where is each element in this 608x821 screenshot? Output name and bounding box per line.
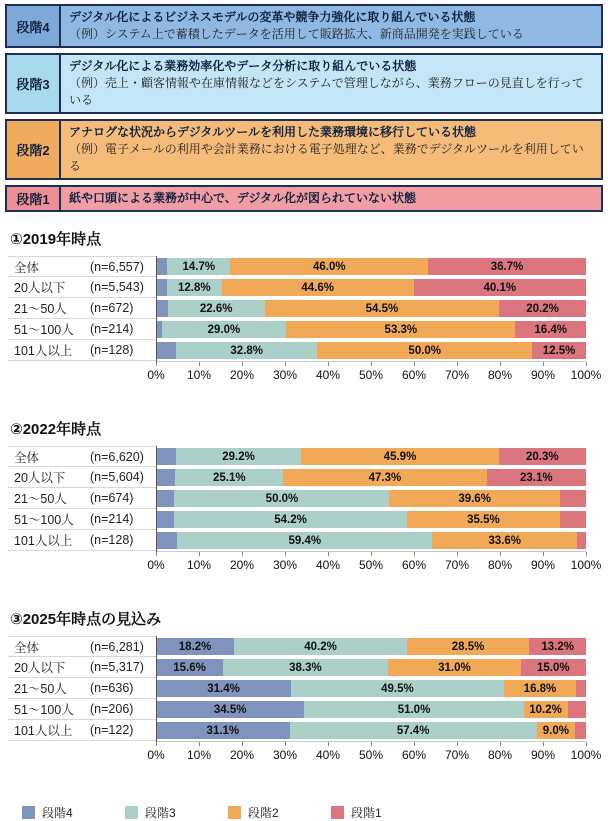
axis-tick-mark: [328, 742, 329, 746]
bar-segment-value: 16.8%: [523, 682, 557, 695]
stacked-bar: [156, 659, 586, 676]
bar-segment-value: 53.3%: [384, 323, 418, 336]
stacked-bar: [156, 300, 586, 317]
bar-segment-stage3: [162, 321, 287, 338]
bar-segment-stage2: [524, 701, 568, 718]
chart-section-2: [8, 418, 608, 578]
bar-segment-value: 28.5%: [451, 640, 485, 653]
chart-section-3: [8, 608, 608, 768]
stage-box-example: （例）電子メールの利用や会計業務における電子処理など、業務でデジタルツールを利用している: [69, 142, 584, 173]
bar-segment-stage4: [156, 659, 223, 676]
legend-label: 段階1: [351, 806, 382, 820]
row-label-cell: [8, 657, 156, 678]
stage-box-title: デジタル化による業務効率化やデータ分析に取り組んでいる状態: [69, 59, 417, 73]
bar-segment-value: 38.3%: [289, 661, 322, 674]
bar-segment-value: 31.1%: [206, 724, 240, 737]
stage-box-label: 段階2: [7, 121, 61, 178]
chart-row: [8, 530, 586, 551]
axis-tick-mark: [242, 552, 243, 556]
legend-item: [22, 804, 125, 821]
legend-swatch: [125, 806, 138, 819]
row-sample-size: (n=636): [90, 681, 134, 695]
stage-box-stage3: [5, 53, 603, 114]
bar-segment-stage3: [290, 722, 537, 739]
bar-segment-value: 45.9%: [383, 450, 417, 463]
axis-tick-mark: [500, 742, 501, 746]
row-label-cell: [8, 509, 156, 530]
bar-segment-stage1: [568, 701, 586, 718]
stacked-bar: [156, 258, 586, 275]
row-category-label: 全体: [14, 260, 40, 275]
bar-segment-value: 9.0%: [542, 724, 569, 737]
y-axis-line: [156, 256, 157, 362]
chart-row: [8, 488, 586, 509]
axis-tick-label: 40%: [315, 748, 341, 762]
bar-segment-value: 49.5%: [381, 682, 414, 695]
chart-row: [8, 678, 586, 699]
bar-segment-stage3: [168, 300, 265, 317]
axis-tick-label: 20%: [229, 368, 255, 382]
axis-tick-label: 70%: [444, 558, 470, 572]
row-category-label: 51～100人: [14, 323, 74, 337]
chart-row: [8, 636, 586, 657]
chart-row: [8, 340, 586, 361]
row-label-cell: [8, 277, 156, 298]
bar-segment-value: 31.4%: [207, 682, 240, 695]
bar-segment-value: 44.6%: [301, 281, 334, 294]
axis-tick-mark: [586, 742, 587, 746]
bar-segment-value: 15.6%: [173, 661, 206, 674]
bar-segment-value: 20.2%: [526, 302, 559, 315]
row-category-label: 21～50人: [14, 302, 67, 316]
bar-segment-stage2: [317, 342, 532, 359]
bar-segment-stage3: [174, 511, 407, 528]
axis-tick-label: 50%: [358, 368, 384, 382]
axis-tick-mark: [156, 552, 157, 556]
bar-segment-value: 54.5%: [365, 302, 399, 315]
stacked-bar: [156, 701, 586, 718]
chart-row: [8, 657, 586, 678]
axis-tick-label: 0%: [147, 368, 165, 382]
axis-tick-mark: [285, 362, 286, 366]
axis-tick-mark: [414, 362, 415, 366]
row-sample-size: (n=206): [90, 702, 134, 716]
row-sample-size: (n=5,543): [90, 280, 144, 294]
axis-tick-mark: [457, 742, 458, 746]
chart-row: [8, 256, 586, 277]
axis-tick-mark: [457, 362, 458, 366]
axis-tick-label: 40%: [315, 368, 341, 382]
x-axis: [147, 361, 602, 388]
row-sample-size: (n=214): [90, 322, 134, 336]
stage-box-stage1: [5, 185, 603, 212]
axis-tick-label: 70%: [444, 748, 470, 762]
bar-segment-stage4: [156, 342, 176, 359]
axis-tick-mark: [543, 742, 544, 746]
axis-tick-label: 0%: [147, 558, 165, 572]
axis-tick-label: 30%: [272, 748, 298, 762]
axis-tick-label: 80%: [487, 558, 513, 572]
legend-item: [228, 804, 331, 821]
chart-plot: [8, 636, 602, 768]
row-sample-size: (n=5,604): [90, 470, 144, 484]
bar-segment-stage2: [301, 448, 498, 465]
bar-segment-stage3: [167, 258, 230, 275]
chart-section-1: [8, 228, 608, 388]
axis-tick-label: 100%: [570, 368, 602, 382]
axis-tick-mark: [242, 742, 243, 746]
axis-tick-mark: [242, 362, 243, 366]
bar-segment-value: 50.0%: [265, 492, 299, 505]
bar-segment-value: 32.8%: [230, 344, 264, 357]
stacked-bar: [156, 532, 586, 549]
row-label-cell: [8, 467, 156, 488]
bar-segment-stage1: [499, 448, 586, 465]
bar-segment-value: 29.0%: [207, 323, 241, 336]
axis-tick-label: 90%: [530, 368, 556, 382]
legend-label: 段階3: [145, 806, 176, 820]
legend-swatch: [228, 806, 241, 819]
bar-segment-stage3: [174, 490, 389, 507]
axis-tick-mark: [328, 362, 329, 366]
row-label-cell: [8, 298, 156, 319]
bar-segment-stage1: [521, 659, 586, 676]
bar-segment-stage1: [515, 321, 586, 338]
row-sample-size: (n=6,557): [90, 259, 144, 274]
stacked-bar: [156, 342, 586, 359]
legend-item: [125, 804, 228, 821]
bar-segment-stage4: [156, 300, 168, 317]
axis-tick-label: 10%: [186, 368, 212, 382]
row-category-label: 20人以下: [14, 661, 66, 675]
axis-tick-mark: [328, 552, 329, 556]
axis-tick-label: 10%: [186, 748, 212, 762]
bar-segment-stage1: [487, 469, 586, 486]
axis-tick-label: 60%: [401, 558, 427, 572]
chart-title: ①2019年時点: [10, 231, 102, 248]
bar-segment-stage3: [175, 469, 283, 486]
bar-segment-stage4: [156, 680, 291, 697]
bar-segment-stage1: [414, 279, 586, 296]
stage-box-stage4: [5, 4, 603, 48]
stacked-bar: [156, 722, 586, 739]
bar-segment-value: 59.4%: [288, 534, 322, 547]
axis-tick-mark: [156, 362, 157, 366]
bar-segment-stage2: [222, 279, 414, 296]
stage-box-title: デジタル化によるビジネスモデルの変革や競争力強化に取り組んでいる状態: [69, 10, 476, 24]
x-axis: [147, 551, 602, 578]
bar-segment-value: 25.1%: [213, 471, 246, 484]
bar-segment-value: 35.5%: [467, 513, 500, 526]
row-label-cell: [8, 530, 156, 551]
row-sample-size: (n=674): [90, 491, 134, 505]
bar-segment-value: 23.1%: [520, 471, 553, 484]
stacked-bar: [156, 469, 586, 486]
row-category-label: 全体: [14, 640, 40, 655]
bar-segment-value: 34.5%: [213, 703, 247, 716]
bar-segment-stage2: [388, 659, 521, 676]
stage-box-label: 段階4: [7, 6, 61, 46]
stacked-bar: [156, 638, 586, 655]
bar-segment-stage3: [223, 659, 388, 676]
bar-segment-value: 47.3%: [368, 471, 402, 484]
axis-tick-mark: [543, 552, 544, 556]
bar-segment-stage4: [156, 258, 167, 275]
bar-segment-stage4: [156, 469, 175, 486]
stacked-bar: [156, 448, 586, 465]
bar-segment-value: 31.0%: [438, 661, 471, 674]
row-label-cell: [8, 720, 156, 741]
bar-segment-stage1: [560, 511, 586, 528]
axis-tick-label: 0%: [147, 748, 165, 762]
bar-segment-stage3: [234, 638, 407, 655]
chart-row: [8, 298, 586, 319]
row-category-label: 21～50人: [14, 682, 67, 696]
row-label-cell: [8, 319, 156, 340]
chart-row: [8, 319, 586, 340]
chart-plot: [8, 256, 602, 388]
axis-tick-label: 50%: [358, 748, 384, 762]
stage-box-title: アナログな状況からデジタルツールを利用した業務環境に移行している状態: [69, 125, 477, 139]
bar-segment-stage1: [428, 258, 586, 275]
bar-segment-stage3: [291, 680, 504, 697]
stacked-bar: [156, 490, 586, 507]
row-category-label: 101人以上: [14, 724, 73, 738]
bar-segment-value: 12.5%: [542, 344, 576, 357]
bar-segment-value: 51.0%: [397, 703, 431, 716]
bar-segment-value: 18.2%: [178, 640, 212, 653]
legend-label: 段階4: [42, 806, 73, 820]
axis-tick-mark: [199, 742, 200, 746]
bar-segment-value: 57.4%: [396, 724, 430, 737]
bar-segment-value: 39.6%: [458, 492, 491, 505]
axis-tick-label: 80%: [487, 368, 513, 382]
axis-tick-mark: [414, 552, 415, 556]
bar-segment-value: 20.3%: [526, 450, 559, 463]
bar-segment-value: 16.4%: [534, 323, 568, 336]
row-label-cell: [8, 636, 156, 657]
axis-tick-label: 10%: [186, 558, 212, 572]
bar-segment-stage4: [156, 279, 167, 296]
bar-segment-stage4: [156, 638, 234, 655]
bar-segment-stage4: [156, 701, 304, 718]
row-sample-size: (n=6,281): [90, 639, 144, 654]
stage-box-body: [61, 6, 601, 46]
chart-row: [8, 509, 586, 530]
axis-tick-mark: [414, 742, 415, 746]
legend-item: [331, 804, 434, 821]
stage-box-label: 段階1: [7, 187, 61, 210]
row-category-label: 21～50人: [14, 492, 67, 506]
legend-swatch: [22, 806, 35, 819]
chart-row: [8, 699, 586, 720]
bar-segment-stage3: [176, 448, 302, 465]
legend-swatch: [331, 806, 344, 819]
x-axis: [147, 741, 602, 768]
chart-row: [8, 467, 586, 488]
axis-tick-mark: [457, 552, 458, 556]
bar-segment-value: 15.0%: [537, 661, 570, 674]
stage-box-title: 紙や口頭による業務が中心で、デジタル化が図られていない状態: [69, 191, 417, 205]
bar-segment-value: 13.2%: [541, 640, 574, 653]
row-category-label: 101人以上: [14, 344, 73, 358]
bar-segment-stage4: [156, 532, 177, 549]
row-label-cell: [8, 340, 156, 361]
bar-segment-stage1: [532, 342, 586, 359]
bar-segment-stage2: [407, 638, 529, 655]
bar-segment-value: 33.6%: [488, 534, 521, 547]
charts-area: [0, 228, 608, 768]
row-label-cell: [8, 256, 156, 277]
row-label-cell: [8, 678, 156, 699]
legend: [22, 804, 608, 821]
row-sample-size: (n=122): [90, 723, 134, 737]
bar-segment-stage3: [167, 279, 222, 296]
bar-segment-stage4: [156, 722, 290, 739]
stage-box-body: [61, 55, 601, 112]
row-sample-size: (n=128): [90, 533, 134, 547]
bar-segment-stage1: [560, 490, 586, 507]
chart-plot: [8, 446, 602, 578]
row-category-label: 20人以下: [14, 281, 66, 295]
axis-tick-label: 90%: [530, 748, 556, 762]
axis-tick-mark: [199, 362, 200, 366]
bar-segment-stage4: [156, 511, 174, 528]
axis-tick-label: 100%: [570, 558, 602, 572]
chart-title: ③2025年時点の見込み: [10, 611, 162, 628]
row-category-label: 全体: [14, 450, 40, 465]
row-sample-size: (n=214): [90, 512, 134, 526]
bar-segment-stage2: [265, 300, 499, 317]
bar-segment-stage2: [504, 680, 576, 697]
axis-tick-label: 30%: [272, 558, 298, 572]
stage-box-example: （例）売上・顧客情報や在庫情報などをシステムで管理しながら、業務フローの見直しを行っている: [69, 76, 584, 107]
bar-segment-value: 22.6%: [199, 302, 233, 315]
stage-box-label: 段階3: [7, 55, 61, 112]
stacked-bar: [156, 279, 586, 296]
bar-segment-value: 12.8%: [177, 281, 211, 294]
axis-tick-mark: [500, 552, 501, 556]
axis-tick-label: 20%: [229, 748, 255, 762]
axis-tick-label: 60%: [401, 748, 427, 762]
bar-segment-value: 29.2%: [222, 450, 255, 463]
axis-tick-label: 50%: [358, 558, 384, 572]
axis-tick-mark: [285, 742, 286, 746]
bar-segment-stage2: [389, 490, 559, 507]
bar-segment-value: 10.2%: [529, 703, 562, 716]
axis-tick-mark: [371, 742, 372, 746]
axis-tick-label: 70%: [444, 368, 470, 382]
stage-definition-boxes: [0, 0, 608, 212]
row-category-label: 20人以下: [14, 471, 66, 485]
bar-segment-stage2: [432, 532, 576, 549]
row-sample-size: (n=5,317): [90, 660, 144, 674]
row-sample-size: (n=672): [90, 301, 134, 315]
axis-tick-label: 90%: [530, 558, 556, 572]
stage-box-stage2: [5, 119, 603, 180]
bar-segment-stage3: [177, 532, 432, 549]
bar-segment-value: 46.0%: [312, 260, 346, 273]
axis-tick-mark: [371, 552, 372, 556]
axis-tick-mark: [543, 362, 544, 366]
bar-segment-stage2: [537, 722, 576, 739]
bar-segment-stage2: [283, 469, 486, 486]
bar-segment-value: 36.7%: [490, 260, 524, 273]
axis-tick-mark: [500, 362, 501, 366]
axis-tick-mark: [199, 552, 200, 556]
bar-segment-stage1: [529, 638, 586, 655]
chart-row: [8, 720, 586, 741]
stacked-bar: [156, 680, 586, 697]
row-category-label: 101人以上: [14, 534, 73, 548]
axis-tick-label: 100%: [570, 748, 602, 762]
stage-box-body: [61, 187, 601, 210]
row-category-label: 51～100人: [14, 513, 74, 527]
legend-label: 段階2: [248, 806, 279, 820]
bar-segment-value: 54.2%: [274, 513, 307, 526]
axis-tick-label: 40%: [315, 558, 341, 572]
y-axis-line: [156, 636, 157, 742]
axis-tick-label: 20%: [229, 558, 255, 572]
bar-segment-value: 40.2%: [304, 640, 337, 653]
stacked-bar: [156, 321, 586, 338]
bar-segment-stage3: [176, 342, 317, 359]
bar-segment-stage1: [575, 722, 586, 739]
bar-segment-stage2: [407, 511, 560, 528]
row-sample-size: (n=6,620): [90, 449, 144, 464]
stage-box-example: （例）システム上で蓄積したデータを活用して販路拡大、新商品開発を実践している: [69, 27, 524, 41]
chart-row: [8, 277, 586, 298]
bar-segment-stage3: [304, 701, 523, 718]
row-label-cell: [8, 488, 156, 509]
axis-tick-mark: [371, 362, 372, 366]
bar-segment-stage1: [499, 300, 586, 317]
bar-segment-value: 40.1%: [483, 281, 517, 294]
bar-segment-stage4: [156, 448, 176, 465]
axis-tick-mark: [156, 742, 157, 746]
bar-segment-value: 14.7%: [182, 260, 216, 273]
chart-title: ②2022年時点: [10, 421, 102, 438]
bar-segment-stage4: [156, 490, 174, 507]
axis-tick-mark: [285, 552, 286, 556]
axis-tick-mark: [586, 362, 587, 366]
bar-segment-value: 50.0%: [408, 344, 442, 357]
axis-tick-label: 60%: [401, 368, 427, 382]
y-axis-line: [156, 446, 157, 552]
row-sample-size: (n=128): [90, 343, 134, 357]
axis-tick-label: 80%: [487, 748, 513, 762]
row-label-cell: [8, 699, 156, 720]
bar-segment-stage2: [286, 321, 515, 338]
stacked-bar: [156, 511, 586, 528]
row-label-cell: [8, 446, 156, 467]
axis-tick-label: 30%: [272, 368, 298, 382]
chart-row: [8, 446, 586, 467]
row-category-label: 51～100人: [14, 703, 74, 717]
bar-segment-stage2: [230, 258, 428, 275]
axis-tick-mark: [586, 552, 587, 556]
bar-segment-stage1: [577, 532, 586, 549]
stage-box-body: [61, 121, 601, 178]
bar-segment-stage1: [576, 680, 586, 697]
